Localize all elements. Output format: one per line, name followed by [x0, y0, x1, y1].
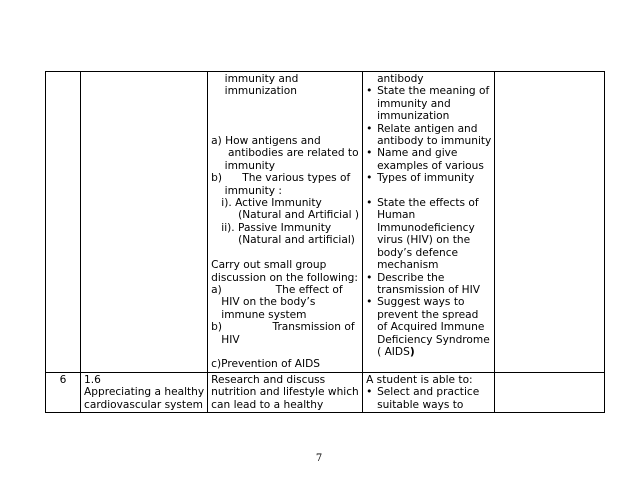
text-line: ii). Passive Immunity	[211, 221, 332, 234]
bullet-continuation: Deficiency Syndrome	[377, 333, 490, 346]
bullet-continuation: prevent the spread	[377, 308, 479, 321]
text: ( AIDS	[377, 345, 410, 358]
bullet-continuation: transmission of HIV	[377, 283, 481, 296]
text-line: Carry out small group	[211, 259, 327, 272]
bullet-continuation: body’s defence	[377, 246, 459, 259]
topic-cell	[81, 72, 208, 373]
objectives-intro: A student is able to:	[366, 373, 473, 386]
bullet-item: • Types of immunity	[366, 172, 491, 184]
lesson-table	[45, 71, 605, 413]
bullet-continuation: mechanism	[377, 259, 439, 272]
text-line: 1.6	[84, 373, 101, 386]
text-line: nutrition and lifestyle which	[211, 386, 359, 399]
bullet-item: • Select and practice	[366, 386, 491, 398]
text-line: (Natural and artificial)	[211, 234, 355, 247]
text-line: b) Transmission of	[211, 321, 355, 334]
bullet-continuation: examples of various	[377, 159, 484, 172]
text-line: immunity :	[211, 184, 282, 197]
text-line: cardiovascular system	[84, 398, 203, 411]
bullet-item: • Describe the	[366, 272, 491, 284]
objectives-cell	[363, 372, 495, 412]
text-line: HIV	[211, 333, 240, 346]
bullet-continuation: Immunodeficiency	[377, 221, 475, 234]
text-line: i). Active Immunity	[211, 197, 322, 210]
text-line: c)Prevention of AIDS	[211, 358, 320, 371]
activities-cell	[208, 72, 363, 373]
activities-cell	[208, 372, 363, 412]
bullet-continuation: suitable ways to	[377, 398, 464, 411]
table-row	[46, 372, 605, 412]
blank-line	[366, 185, 491, 197]
bullet-continuation: antibody	[377, 73, 424, 85]
text-line: a) How antigens and	[211, 135, 321, 148]
text-line: antibodies are related to	[211, 147, 359, 160]
text-line: immune system	[211, 308, 307, 321]
bullet-continuation: of Acquired Immune	[377, 321, 485, 334]
page-number: 7	[315, 453, 323, 464]
blank-line	[211, 123, 359, 135]
text-line: HIV on the body’s	[211, 296, 316, 309]
bullet-item: • Relate antigen and	[366, 123, 491, 135]
week-cell	[46, 72, 81, 373]
bullet-continuation: immunization	[377, 110, 450, 123]
objectives-cell	[363, 72, 495, 373]
text-line: Appreciating a healthy	[84, 386, 205, 399]
text-line: Research and discuss	[211, 373, 326, 386]
bold-paren: )	[409, 345, 415, 358]
bullet-continuation	[366, 346, 491, 358]
bullet-continuation: Human	[377, 209, 416, 222]
blank-line	[211, 110, 359, 122]
blank-line	[211, 346, 359, 358]
topic-cell	[81, 372, 208, 412]
bullet-item: • State the effects of	[366, 197, 491, 209]
bullet-continuation: immunity and	[377, 97, 451, 110]
remarks-cell	[495, 72, 605, 373]
text-line: can lead to a healthy	[211, 398, 324, 411]
bullet-continuation: virus (HIV) on the	[377, 234, 471, 247]
table-row	[46, 72, 605, 373]
bullet-item: • State the meaning of	[366, 85, 491, 97]
bullet-item: • Name and give	[366, 147, 491, 159]
blank-line	[211, 98, 359, 110]
text-line: immunization	[211, 85, 297, 98]
text-line: immunity	[211, 159, 276, 172]
text-line: (Natural and Artificial )	[211, 209, 360, 222]
remarks-cell	[495, 372, 605, 412]
bullet-item: • Suggest ways to	[366, 296, 491, 308]
text-line: immunity and	[211, 73, 299, 85]
text-line: a) The effect of	[211, 283, 343, 296]
blank-line	[211, 247, 359, 259]
week-cell: 6	[46, 372, 81, 412]
text-line: discussion on the following:	[211, 271, 358, 284]
bullet-continuation: antibody to immunity	[377, 135, 492, 148]
text-line: b) The various types of	[211, 172, 351, 185]
